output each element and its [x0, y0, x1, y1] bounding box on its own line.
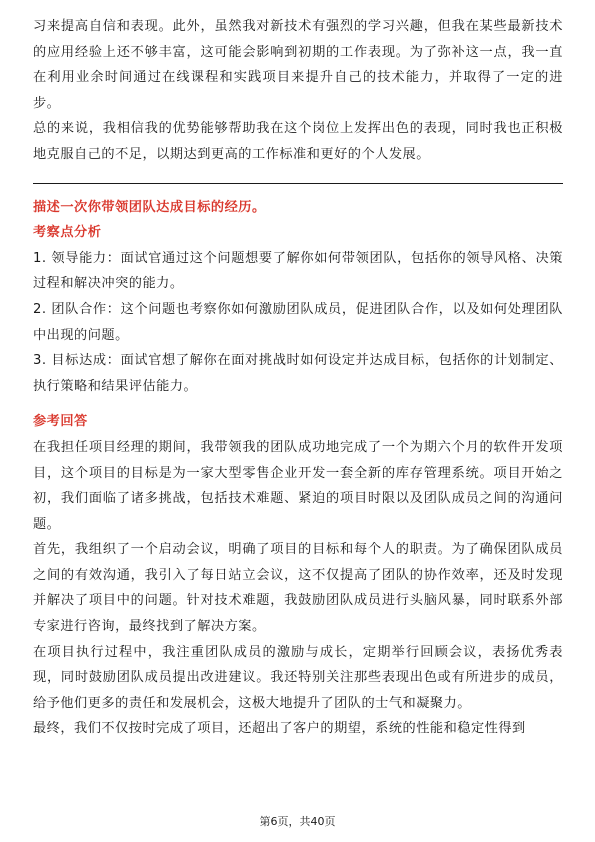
answer-paragraph: 在我担任项目经理的期间，我带领我的团队成功地完成了一个为期六个月的软件开发项目，这个项目的目标是为一家大型零售企业开发一套全新的库存管理系统。项目开始之初，我们面临了诸多挑战，包括技术难题、紧迫的项目时限以及团队成员之间的沟通问题。: [33, 439, 563, 532]
answer-paragraph: 最终，我们不仅按时完成了项目，还超出了客户的期望，系统的性能和稳定性得到: [33, 721, 526, 737]
answer-heading: 参考回答: [33, 414, 88, 430]
section-divider: [33, 183, 563, 184]
analysis-item: 1. 领导能力：面试官通过这个问题想要了解你如何带领团队，包括你的领导风格、决策过程和解决冲突的能力。: [33, 250, 563, 292]
answer-paragraph: 首先，我组织了一个启动会议，明确了项目的目标和每个人的职责。为了确保团队成员之间的有效沟通，我引入了每日站立会议，这不仅提高了团队的协作效率，还及时发现并解决了项目中的问题。针对技术难题，我鼓励团队成员进行头脑风暴，同时联系外部专家进行咨询，最终找到了解决方案。: [33, 542, 563, 635]
intro-paragraph: 习来提高自信和表现。此外，虽然我对新技术有强烈的学习兴趣，但我在某些最新技术的应用经验上还不够丰富，这可能会影响到初期的工作表现。为了弥补这一点，我一直在利用业余时间通过在线课程和实践项目来提升自己的技术能力，并取得了一定的进步。: [33, 19, 563, 111]
question-title: 描述一次你带领团队达成目标的经历。: [33, 199, 266, 215]
analysis-heading: 考察点分析: [33, 225, 102, 241]
intro-paragraph: 总的来说，我相信我的优势能够帮助我在这个岗位上发挥出色的表现，同时我也正积极地克服自己的不足，以期达到更高的工作标准和更好的个人发展。: [33, 121, 563, 162]
page-number: 第6页，共40页: [259, 815, 336, 828]
answer-paragraph: 在项目执行过程中，我注重团队成员的激励与成长，定期举行回顾会议，表扬优秀表现，同时鼓励团队成员提出改进建议。我还特别关注那些表现出色或有所进步的成员，给予他们更多的责任和发展机会，这极大地提升了团队的士气和凝聚力。: [33, 644, 563, 711]
page-content: [33, 14, 563, 742]
analysis-item: 3. 目标达成：面试官想了解你在面对挑战时如何设定并达成目标，包括你的计划制定、执行策略和结果评估能力。: [33, 353, 563, 394]
analysis-item: 2. 团队合作：这个问题也考察你如何激励团队成员，促进团队合作，以及如何处理团队中出现的问题。: [33, 301, 563, 343]
